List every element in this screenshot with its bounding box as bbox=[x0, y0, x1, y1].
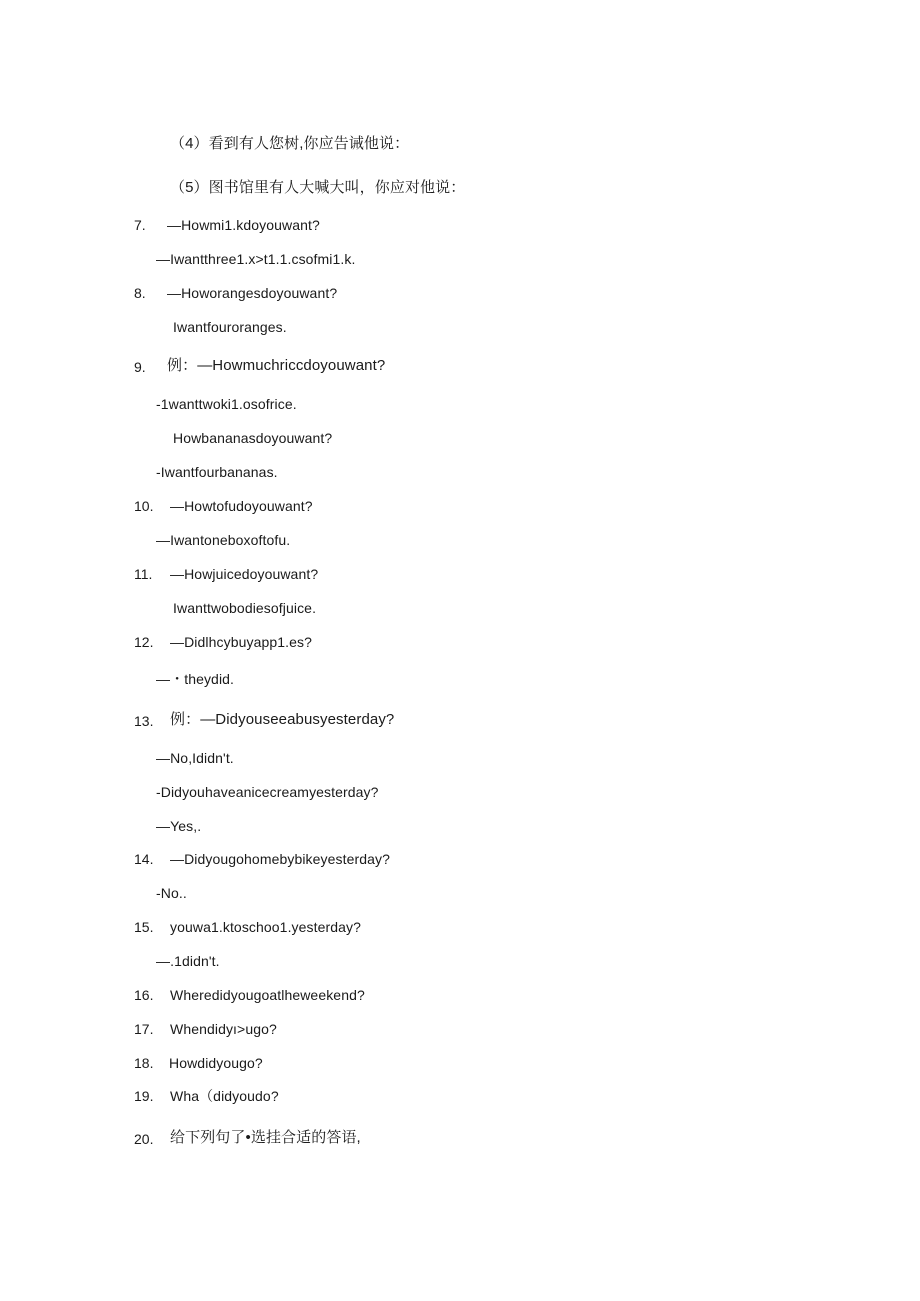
question-20-prompt: 给下列句了•选挂合适的答语, bbox=[170, 1129, 361, 1146]
question-number-20: 20. bbox=[134, 1131, 154, 1147]
question-8-answer: Iwantfouroranges. bbox=[173, 319, 287, 335]
question-9-answer: -Iwantfourbananas. bbox=[156, 464, 278, 480]
question-9-prompt: Howbananasdoyouwant? bbox=[173, 430, 333, 446]
question-13-prompt: -Didyouhaveanicecreamyesterday? bbox=[156, 784, 379, 800]
question-number-15: 15. bbox=[134, 919, 154, 935]
question-19-prompt: Wha（didyoudo? bbox=[170, 1088, 279, 1104]
question-number-14: 14. bbox=[134, 851, 154, 867]
question-10-answer: —Iwantoneboxoftofu. bbox=[156, 532, 291, 548]
question-17-prompt: Whendidyı>ugo? bbox=[170, 1021, 277, 1037]
question-11-answer: Iwanttwobodiesofjuice. bbox=[173, 600, 317, 616]
question-11-prompt: —Howjuicedoyouwant? bbox=[170, 566, 319, 582]
question-15-answer: —.1didn't. bbox=[156, 953, 220, 969]
sub-question-4: （4）看到有人您树,你应告诫他说： bbox=[170, 135, 410, 152]
question-number-8: 8. bbox=[134, 285, 146, 301]
question-13-example-prompt: 例：—Didyouseeabusyesterday? bbox=[170, 711, 395, 728]
question-16-prompt: Wheredidyougoatlheweekend? bbox=[170, 987, 365, 1003]
question-10-prompt: —Howtofudoyouwant? bbox=[170, 498, 313, 514]
question-number-12: 12. bbox=[134, 634, 154, 650]
question-number-13: 13. bbox=[134, 713, 154, 729]
question-7-answer: —Iwantthree1.x>t1.1.csofmi1.k. bbox=[156, 251, 356, 267]
question-number-19: 19. bbox=[134, 1088, 154, 1104]
question-number-16: 16. bbox=[134, 987, 154, 1003]
question-13-example-answer: —No,Ididn't. bbox=[156, 750, 234, 766]
sub-question-5: （5）图书馆里有人大喊大叫，你应对他说： bbox=[170, 179, 466, 196]
question-18-prompt: Howdidyougo? bbox=[169, 1055, 263, 1071]
question-number-11: 11. bbox=[134, 566, 153, 582]
question-number-18: 18. bbox=[134, 1055, 154, 1071]
question-14-answer: -No.. bbox=[156, 885, 187, 901]
question-15-prompt: youwa1.ktoschoo1.yesterday? bbox=[170, 919, 362, 935]
question-12-prompt: —Didlhcybuyapp1.es? bbox=[170, 634, 312, 650]
question-number-17: 17. bbox=[134, 1021, 154, 1037]
question-number-9: 9. bbox=[134, 359, 146, 375]
question-number-7: 7. bbox=[134, 217, 146, 233]
question-7-prompt: —Howmi1.kdoyouwant? bbox=[167, 217, 320, 233]
question-9-example-answer: -1wanttwoki1.osofrice. bbox=[156, 396, 297, 412]
question-13-answer: —Yes,. bbox=[156, 818, 202, 834]
question-9-example-prompt: 例：—Howmuchriccdoyouwant? bbox=[167, 357, 386, 374]
question-8-prompt: —Howorangesdoyouwant? bbox=[167, 285, 338, 301]
question-12-answer: —・theydid. bbox=[156, 671, 235, 687]
question-number-10: 10. bbox=[134, 498, 154, 514]
question-14-prompt: —Didyougohomebybikeyesterday? bbox=[170, 851, 391, 867]
